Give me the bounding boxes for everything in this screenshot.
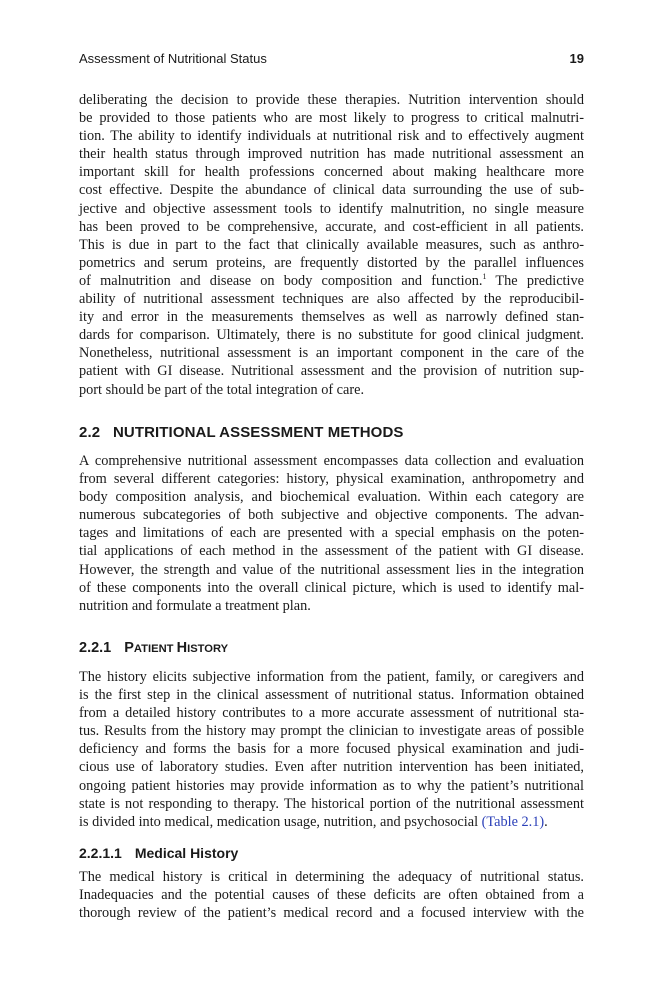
page-number: 19 — [569, 51, 584, 66]
section-number: 2.2.1 — [79, 640, 112, 656]
title-small-caps: ISTORY — [187, 643, 229, 655]
text-line: nutrition and formulate a treatment plan. — [79, 597, 311, 614]
text-line: has been proved to be comprehensive, accurate, and cost-efficient in all patients. — [79, 218, 584, 235]
text-line: cious use of laboratory studies. Even after nutrition intervention has been initiated, — [79, 759, 584, 776]
text-line: Nonetheless, nutritional assessment is an important component in the care of the — [79, 345, 584, 362]
text-line — [79, 813, 584, 831]
text-line: body composition analysis, and biochemical evaluation. Within each category are — [79, 489, 584, 506]
text-line: numerous subcategories of both subjective and objective components. The advan- — [79, 507, 584, 524]
section-number: 2.2.1.1 — [79, 845, 122, 861]
text-line: The history elicits subjective information from the patient, family, or caregivers and — [79, 669, 584, 685]
text-line: their health status through improved nutrition has made nutritional assessment an — [79, 146, 584, 163]
table-reference-link[interactable]: (Table 2.1) — [481, 813, 545, 830]
text-line: Inadequacies and the potential causes of these deficits are often obtained from a — [79, 887, 584, 904]
text-line: state is not responding to therapy. The historical portion of the nutritional assessment — [79, 795, 584, 812]
text-segment: The predictive — [486, 272, 584, 289]
text-line: pometrics and serum proteins, are frequently distorted by the parallel influences — [79, 254, 584, 271]
text-line: port should be part of the total integration of care. — [79, 381, 365, 398]
title-capital: H — [176, 640, 188, 656]
section-title: Medical History — [134, 845, 239, 861]
text-line: ongoing patient histories may provide information as to why the patient’s nutritional — [79, 777, 584, 794]
title-small-caps: ATIENT — [133, 643, 177, 655]
text-line: dards for comparison. Ultimately, there is no substitute for good clinical judgment. — [79, 327, 584, 344]
title-capital: P — [124, 640, 134, 656]
paragraph-methods — [79, 452, 584, 615]
text-line: However, the strength and value of the nutritional assessment lies in the integration — [79, 561, 584, 578]
section-title: NUTRITIONAL ASSESSMENT METHODS — [112, 424, 404, 441]
text-line: tages and limitations of each are presented with a special emphasis on the poten- — [79, 525, 584, 542]
text-line: The medical history is critical in determining the adequacy of nutritional status. — [79, 869, 584, 885]
text-line: ability of nutritional assessment techniques are also affected by the reproducibil- — [79, 291, 584, 308]
section-number: 2.2 — [79, 424, 101, 441]
text-line: from several different categories: history, physical examination, anthropometry and — [79, 471, 584, 488]
footnote-reference[interactable]: 1 — [482, 272, 487, 282]
section-heading-2-2-1 — [79, 640, 228, 656]
text-line: deliberating the decision to provide these therapies. Nutrition intervention should — [79, 92, 584, 108]
text-line: patient with GI disease. Nutritional assessment and the provision of nutrition sup- — [79, 363, 584, 380]
section-heading-2-2 — [79, 424, 403, 441]
text-line: cost effective. Despite the abundance of clinical data surrounding the use of sub- — [79, 182, 584, 199]
paragraph-intro — [79, 91, 584, 399]
running-header — [79, 51, 584, 69]
text-line: from a detailed history contributes to a more accurate assessment of nutritional sta- — [79, 705, 584, 722]
text-line: A comprehensive nutritional assessment encompasses data collection and evaluation — [79, 453, 584, 469]
text-line — [79, 272, 584, 290]
text-line: is the first step in the clinical assessment of nutritional status. Information obtained — [79, 687, 584, 704]
text-line: thorough review of the patient’s medical record and a focused interview with the — [79, 905, 584, 922]
paragraph-medical-history — [79, 868, 584, 922]
text-line: deficiency and forms the basis for a more focused physical examination and judi- — [79, 741, 584, 758]
text-line: tus. Results from the history may prompt the clinician to investigate areas of possible — [79, 723, 584, 740]
text-line: ity and error in the measurements themselves as well as narrowly defined stan- — [79, 309, 584, 326]
paragraph-patient-history — [79, 668, 584, 831]
text-line: important skill for health professions concerned about making healthcare more — [79, 164, 584, 181]
text-line: This is due in part to the fact that clinically available measures, such as anthro- — [79, 236, 584, 253]
section-heading-2-2-1-1 — [79, 845, 238, 861]
running-title: Assessment of Nutritional Status — [79, 51, 267, 66]
text-line: of these components into the overall clinical picture, which is used to identify mal- — [79, 579, 584, 596]
text-line: tion. The ability to identify individuals at nutritional risk and to effectively augment — [79, 128, 584, 145]
text-line: be provided to those patients who are most likely to progress to critical malnutri- — [79, 110, 584, 127]
text-segment: . — [544, 813, 548, 830]
text-line: jective and objective assessment tools to identify malnutrition, no single measure — [79, 200, 584, 217]
text-line: tial applications of each method in the assessment of the patient with GI disease. — [79, 543, 584, 560]
text-segment: of malnutrition and disease on body composition and function. — [79, 272, 483, 289]
text-segment: is divided into medical, medication usage, nutrition, and psychosocial — [79, 813, 482, 830]
